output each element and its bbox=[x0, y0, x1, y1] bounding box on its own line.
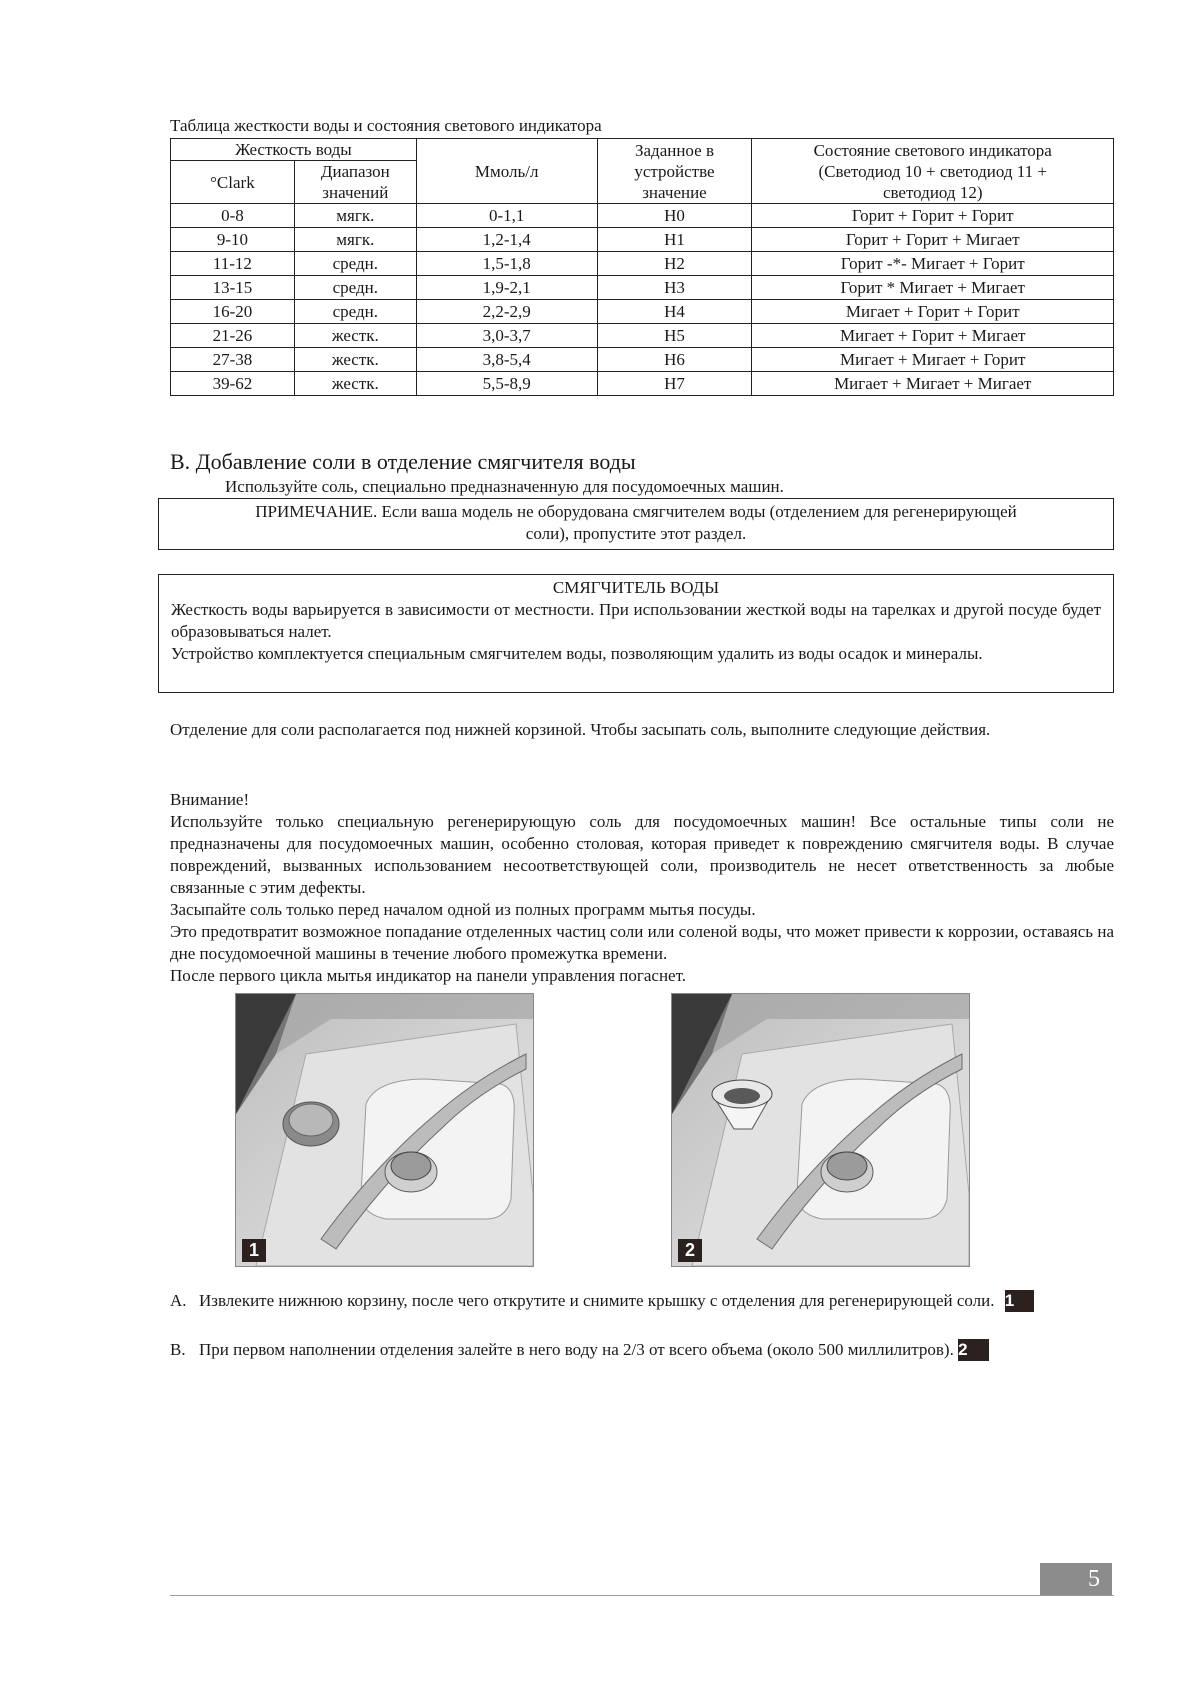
dishwasher-floor-illustration-2 bbox=[672, 994, 969, 1266]
cell-state: Горит + Горит + Мигает bbox=[752, 228, 1114, 252]
softener-paragraph-2: Устройство комплектуется специальным смягчителем воды, позволяющим удалить из воды осадок и минералы. bbox=[171, 644, 983, 663]
cell-range: средн. bbox=[294, 276, 416, 300]
cell-state: Горит * Мигает + Мигает bbox=[752, 276, 1114, 300]
table-row bbox=[171, 252, 1114, 276]
cell-state: Мигает + Горит + Мигает bbox=[752, 324, 1114, 348]
softener-box bbox=[158, 574, 1114, 693]
page-number-text: 5 bbox=[1088, 1566, 1100, 1592]
table-caption: Таблица жесткости воды и состояния светового индикатора bbox=[170, 116, 602, 135]
note-line-1: ПРИМЕЧАНИЕ. Если ваша модель не оборудована смягчителем воды (отделением для регенерирующей bbox=[255, 502, 1017, 521]
cell-state: Горит + Горит + Горит bbox=[752, 204, 1114, 228]
step-a-marker: A. bbox=[170, 1291, 187, 1310]
step-a-badge: 1 bbox=[1005, 1290, 1034, 1312]
header-indicator: Состояние светового индикатора (Светодиод 10 + светодиод 11 + светодиод 12) bbox=[752, 139, 1114, 204]
note-box bbox=[158, 498, 1114, 550]
cell-range: мягк. bbox=[294, 228, 416, 252]
table-row bbox=[171, 204, 1114, 228]
cell-state: Мигает + Горит + Горит bbox=[752, 300, 1114, 324]
attention-label: Внимание! bbox=[170, 790, 250, 809]
cell-mmol: 2,2-2,9 bbox=[416, 300, 597, 324]
cell-mmol: 3,8-5,4 bbox=[416, 348, 597, 372]
cell-clark: 13-15 bbox=[171, 276, 295, 300]
cell-value: H2 bbox=[597, 252, 752, 276]
cell-mmol: 1,5-1,8 bbox=[416, 252, 597, 276]
water-hardness-table bbox=[170, 138, 1114, 396]
cell-range: мягк. bbox=[294, 204, 416, 228]
dishwasher-floor-illustration-1 bbox=[236, 994, 533, 1266]
cell-clark: 16-20 bbox=[171, 300, 295, 324]
footer-rule bbox=[170, 1595, 1114, 1596]
cell-clark: 39-62 bbox=[171, 372, 295, 396]
header-clark: °Clark bbox=[171, 161, 295, 204]
softener-title: СМЯГЧИТЕЛЬ ВОДЫ bbox=[552, 578, 720, 597]
header-device-value: Заданное в устройстве значение bbox=[597, 139, 752, 204]
page-number bbox=[1040, 1563, 1112, 1595]
warning-paragraph-4: После первого цикла мытья индикатор на панели управления погаснет. bbox=[170, 966, 687, 985]
cell-clark: 9-10 bbox=[171, 228, 295, 252]
warning-paragraph-1: Используйте только специальную регенерирующую соль для посудомоечных машин! Все остальные типы соли не предназначены для посудомоечных машин, особенно столовая, которая приведет к повреждению смягчителя воды. В случае повреждений, вызванных использованием несоответствующей соли, производитель не несет ответственность за любые связанные с этим дефекты. bbox=[170, 812, 1114, 897]
section-b-title: B. Добавление соли в отделение смягчителя воды bbox=[170, 449, 636, 474]
header-water-hardness: Жесткость воды bbox=[171, 139, 417, 161]
cell-range: средн. bbox=[294, 252, 416, 276]
cell-value: H1 bbox=[597, 228, 752, 252]
step-a-text bbox=[199, 1290, 1114, 1312]
table-row bbox=[171, 372, 1114, 396]
cell-mmol: 5,5-8,9 bbox=[416, 372, 597, 396]
cell-state: Мигает + Мигает + Мигает bbox=[752, 372, 1114, 396]
step-b-marker: B. bbox=[170, 1340, 186, 1359]
softener-paragraph-1: Жесткость воды варьируется в зависимости от местности. При использовании жесткой воды на тарелках и другой посуде будет образовываться налет. bbox=[171, 600, 1101, 641]
salt-location-text: Отделение для соли располагается под нижней корзиной. Чтобы засыпать соль, выполните следующие действия. bbox=[170, 720, 991, 739]
table-header-row bbox=[171, 139, 1114, 161]
table-row bbox=[171, 324, 1114, 348]
warning-paragraph-3: Это предотвратит возможное попадание отделенных частиц соли или соленой воды, что может привести к коррозии, оставаясь на дне посудомоечной машины в течение любого промежутка времени. bbox=[170, 922, 1114, 963]
cell-value: H5 bbox=[597, 324, 752, 348]
step-b-body: При первом наполнении отделения залейте в него воду на 2/3 от всего объема (около 500 миллилитров). bbox=[199, 1340, 954, 1359]
figure-salt-funnel bbox=[671, 993, 970, 1267]
cell-mmol: 1,2-1,4 bbox=[416, 228, 597, 252]
table-row bbox=[171, 300, 1114, 324]
table-row bbox=[171, 228, 1114, 252]
step-b-text bbox=[199, 1339, 1114, 1361]
cell-mmol: 1,9-2,1 bbox=[416, 276, 597, 300]
cell-value: H4 bbox=[597, 300, 752, 324]
section-b-intro: Используйте соль, специально предназначенную для посудомоечных машин. bbox=[225, 477, 784, 496]
cell-value: H7 bbox=[597, 372, 752, 396]
header-mmol: Ммоль/л bbox=[416, 139, 597, 204]
step-a-body: Извлеките нижнюю корзину, после чего открутите и снимите крышку с отделения для регенерирующей соли. bbox=[199, 1291, 995, 1310]
figure-2-badge: 2 bbox=[678, 1239, 702, 1262]
cell-state: Горит -*- Мигает + Горит bbox=[752, 252, 1114, 276]
cell-state: Мигает + Мигает + Горит bbox=[752, 348, 1114, 372]
cell-clark: 27-38 bbox=[171, 348, 295, 372]
figure-salt-cap-closed bbox=[235, 993, 534, 1267]
cell-range: средн. bbox=[294, 300, 416, 324]
table-row bbox=[171, 348, 1114, 372]
step-b-badge: 2 bbox=[958, 1339, 989, 1361]
cell-clark: 21-26 bbox=[171, 324, 295, 348]
cell-mmol: 0-1,1 bbox=[416, 204, 597, 228]
figure-1-badge: 1 bbox=[242, 1239, 266, 1262]
cell-range: жестк. bbox=[294, 324, 416, 348]
cell-mmol: 3,0-3,7 bbox=[416, 324, 597, 348]
cell-value: H3 bbox=[597, 276, 752, 300]
cell-clark: 0-8 bbox=[171, 204, 295, 228]
cell-value: H0 bbox=[597, 204, 752, 228]
header-range: Диапазон значений bbox=[294, 161, 416, 204]
cell-range: жестк. bbox=[294, 372, 416, 396]
cell-value: H6 bbox=[597, 348, 752, 372]
cell-clark: 11-12 bbox=[171, 252, 295, 276]
warning-paragraph-2: Засыпайте соль только перед началом одной из полных программ мытья посуды. bbox=[170, 900, 756, 919]
table-row bbox=[171, 276, 1114, 300]
note-line-2: соли), пропустите этот раздел. bbox=[525, 524, 747, 543]
cell-range: жестк. bbox=[294, 348, 416, 372]
